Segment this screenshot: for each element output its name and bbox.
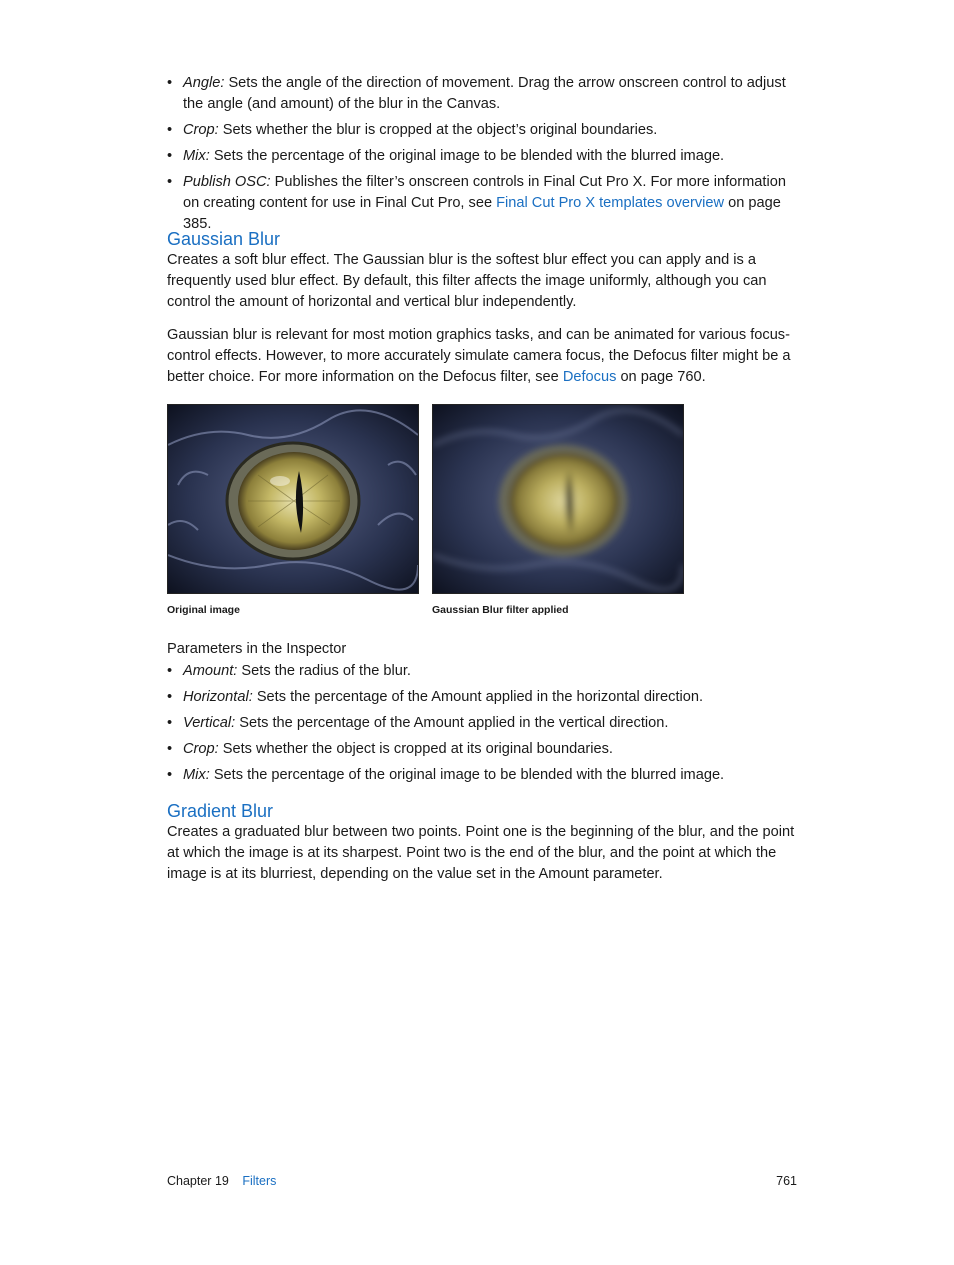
list-item: • Mix: Sets the percentage of the original image to be blended with the blurred image. — [167, 767, 725, 783]
parameters-heading: Parameters in the Inspector — [167, 641, 347, 657]
gaussian-blur-heading: Gaussian Blur — [167, 229, 281, 249]
page-footer — [167, 1173, 797, 1189]
page-number: 761 — [776, 1174, 797, 1188]
figure-blurred — [432, 404, 684, 617]
gaussian-params-list — [167, 661, 797, 791]
list-item: • Vertical: Sets the percentage of the Amount applied in the vertical direction. — [167, 715, 669, 731]
original-eye-image — [167, 404, 419, 594]
templates-overview-link[interactable]: Final Cut Pro X templates overview — [496, 195, 725, 211]
gaussian-blur-intro: Creates a soft blur effect. The Gaussian blur is the softest blur effect you can apply and is a frequently used blur effect. By default, this filter affects the image uniformly, although you can control the amount of horizontal and vertical blur independently. — [167, 252, 767, 310]
list-item: • Horizontal: Sets the percentage of the Amount applied in the horizontal direction. — [167, 689, 704, 705]
list-item: • Publish OSC: Publishes the filter’s onscreen controls in Final Cut Pro X. For more information on creating content for use in Final Cut Pro, see Final Cut Pro X templates overview on page 385. — [167, 174, 786, 232]
blurred-eye-image — [432, 404, 684, 594]
gaussian-blur-detail: Gaussian blur is relevant for most motion graphics tasks, and can be animated for various focus-control effects. However, to more accurately simulate camera focus, the Defocus filter might be a better choice. For more information on the Defocus filter, see Defocus on page 760. — [167, 327, 791, 385]
gradient-blur-intro: Creates a graduated blur between two points. Point one is the beginning of the blur, and the point at which the image is at its sharpest. Point two is the end of the blur, and the point at which the image is at its blurriest, depending on the value set in the Amount parameter. — [167, 824, 795, 882]
figure-caption-original: Original image — [167, 604, 240, 616]
figure-original — [167, 404, 419, 617]
list-item: • Angle: Sets the angle of the direction of movement. Drag the arrow onscreen control to adjust the angle (and amount) of the blur in the Canvas. — [167, 75, 786, 112]
figure-row — [167, 404, 797, 624]
footer-section-link[interactable]: Filters — [242, 1174, 277, 1188]
list-item: • Crop: Sets whether the blur is cropped at the object’s original boundaries. — [167, 122, 658, 138]
gradient-blur-heading: Gradient Blur — [167, 801, 274, 821]
list-item: • Mix: Sets the percentage of the original image to be blended with the blurred image. — [167, 148, 725, 164]
top-bullet-list — [167, 73, 797, 240]
list-item: • Amount: Sets the radius of the blur. — [167, 663, 411, 679]
defocus-link[interactable]: Defocus — [562, 369, 617, 385]
footer-chapter: Chapter 19 — [167, 1174, 229, 1188]
figure-caption-blurred: Gaussian Blur filter applied — [432, 604, 569, 616]
list-item: • Crop: Sets whether the object is cropped at its original boundaries. — [167, 741, 613, 757]
